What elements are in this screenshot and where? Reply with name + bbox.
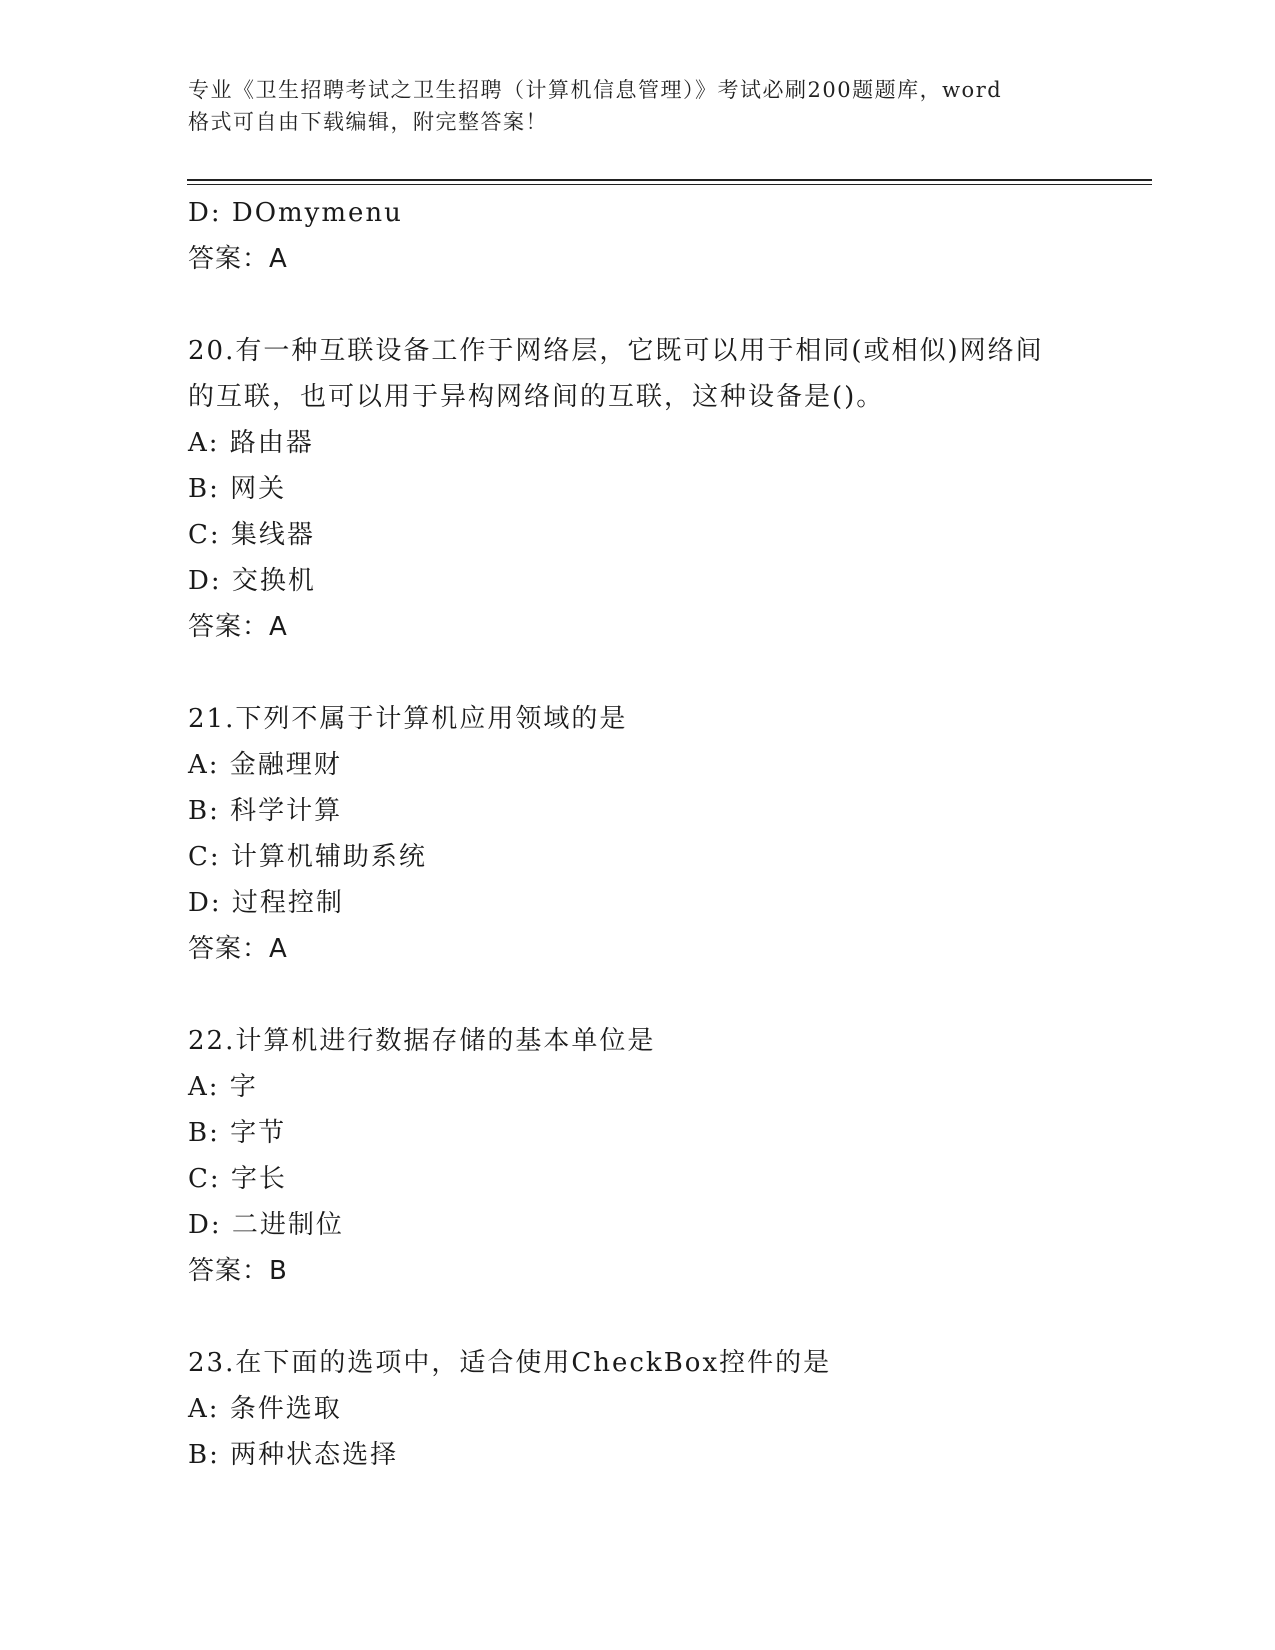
- answer-line: 答案：A: [188, 612, 288, 642]
- option-d: D: 过程控制: [188, 888, 344, 918]
- option-c: C: 字长: [188, 1164, 287, 1194]
- answer-line: 答案：A: [188, 934, 288, 964]
- header-line-1: 专业《卫生招聘考试之卫生招聘（计算机信息管理）》考试必刷200题题库，word: [188, 78, 1003, 102]
- option-c: C: 计算机辅助系统: [188, 842, 427, 872]
- option-b: B: 两种状态选择: [188, 1440, 399, 1470]
- option-a: A: 条件选取: [188, 1394, 342, 1424]
- option-c: C: 集线器: [188, 520, 315, 550]
- question-text: 21.下列不属于计算机应用领域的是: [188, 704, 628, 734]
- option-b: B: 科学计算: [188, 796, 343, 826]
- option-d: D: 二进制位: [188, 1210, 344, 1240]
- question-23: [188, 1340, 1088, 1478]
- option-d: D: DOmymenu: [188, 198, 403, 228]
- header-line-2: 格式可自由下载编辑，附完整答案！: [188, 110, 548, 134]
- option-d: D: 交换机: [188, 566, 316, 596]
- answer-line: 答案：A: [188, 244, 288, 274]
- question-21: [188, 696, 1088, 972]
- carryover-block: [188, 190, 1088, 282]
- header-divider: [187, 179, 1152, 181]
- question-text: 20.有一种互联设备工作于网络层，它既可以用于相同(或相似)网络间 的互联，也可以用于异构网络间的互联，这种设备是()。: [188, 336, 1044, 412]
- option-a: A: 路由器: [188, 428, 314, 458]
- question-text: 22.计算机进行数据存储的基本单位是: [188, 1026, 656, 1056]
- page-header: [188, 74, 1088, 138]
- header-divider-thin: [187, 184, 1152, 185]
- question-20: [188, 328, 1088, 650]
- option-a: A: 金融理财: [188, 750, 342, 780]
- option-b: B: 字节: [188, 1118, 287, 1148]
- question-text: 23.在下面的选项中，适合使用CheckBox控件的是: [188, 1348, 832, 1378]
- question-22: [188, 1018, 1088, 1294]
- answer-line: 答案：B: [188, 1256, 288, 1286]
- option-a: A: 字: [188, 1072, 258, 1102]
- question-list: [188, 190, 1088, 1478]
- option-b: B: 网关: [188, 474, 287, 504]
